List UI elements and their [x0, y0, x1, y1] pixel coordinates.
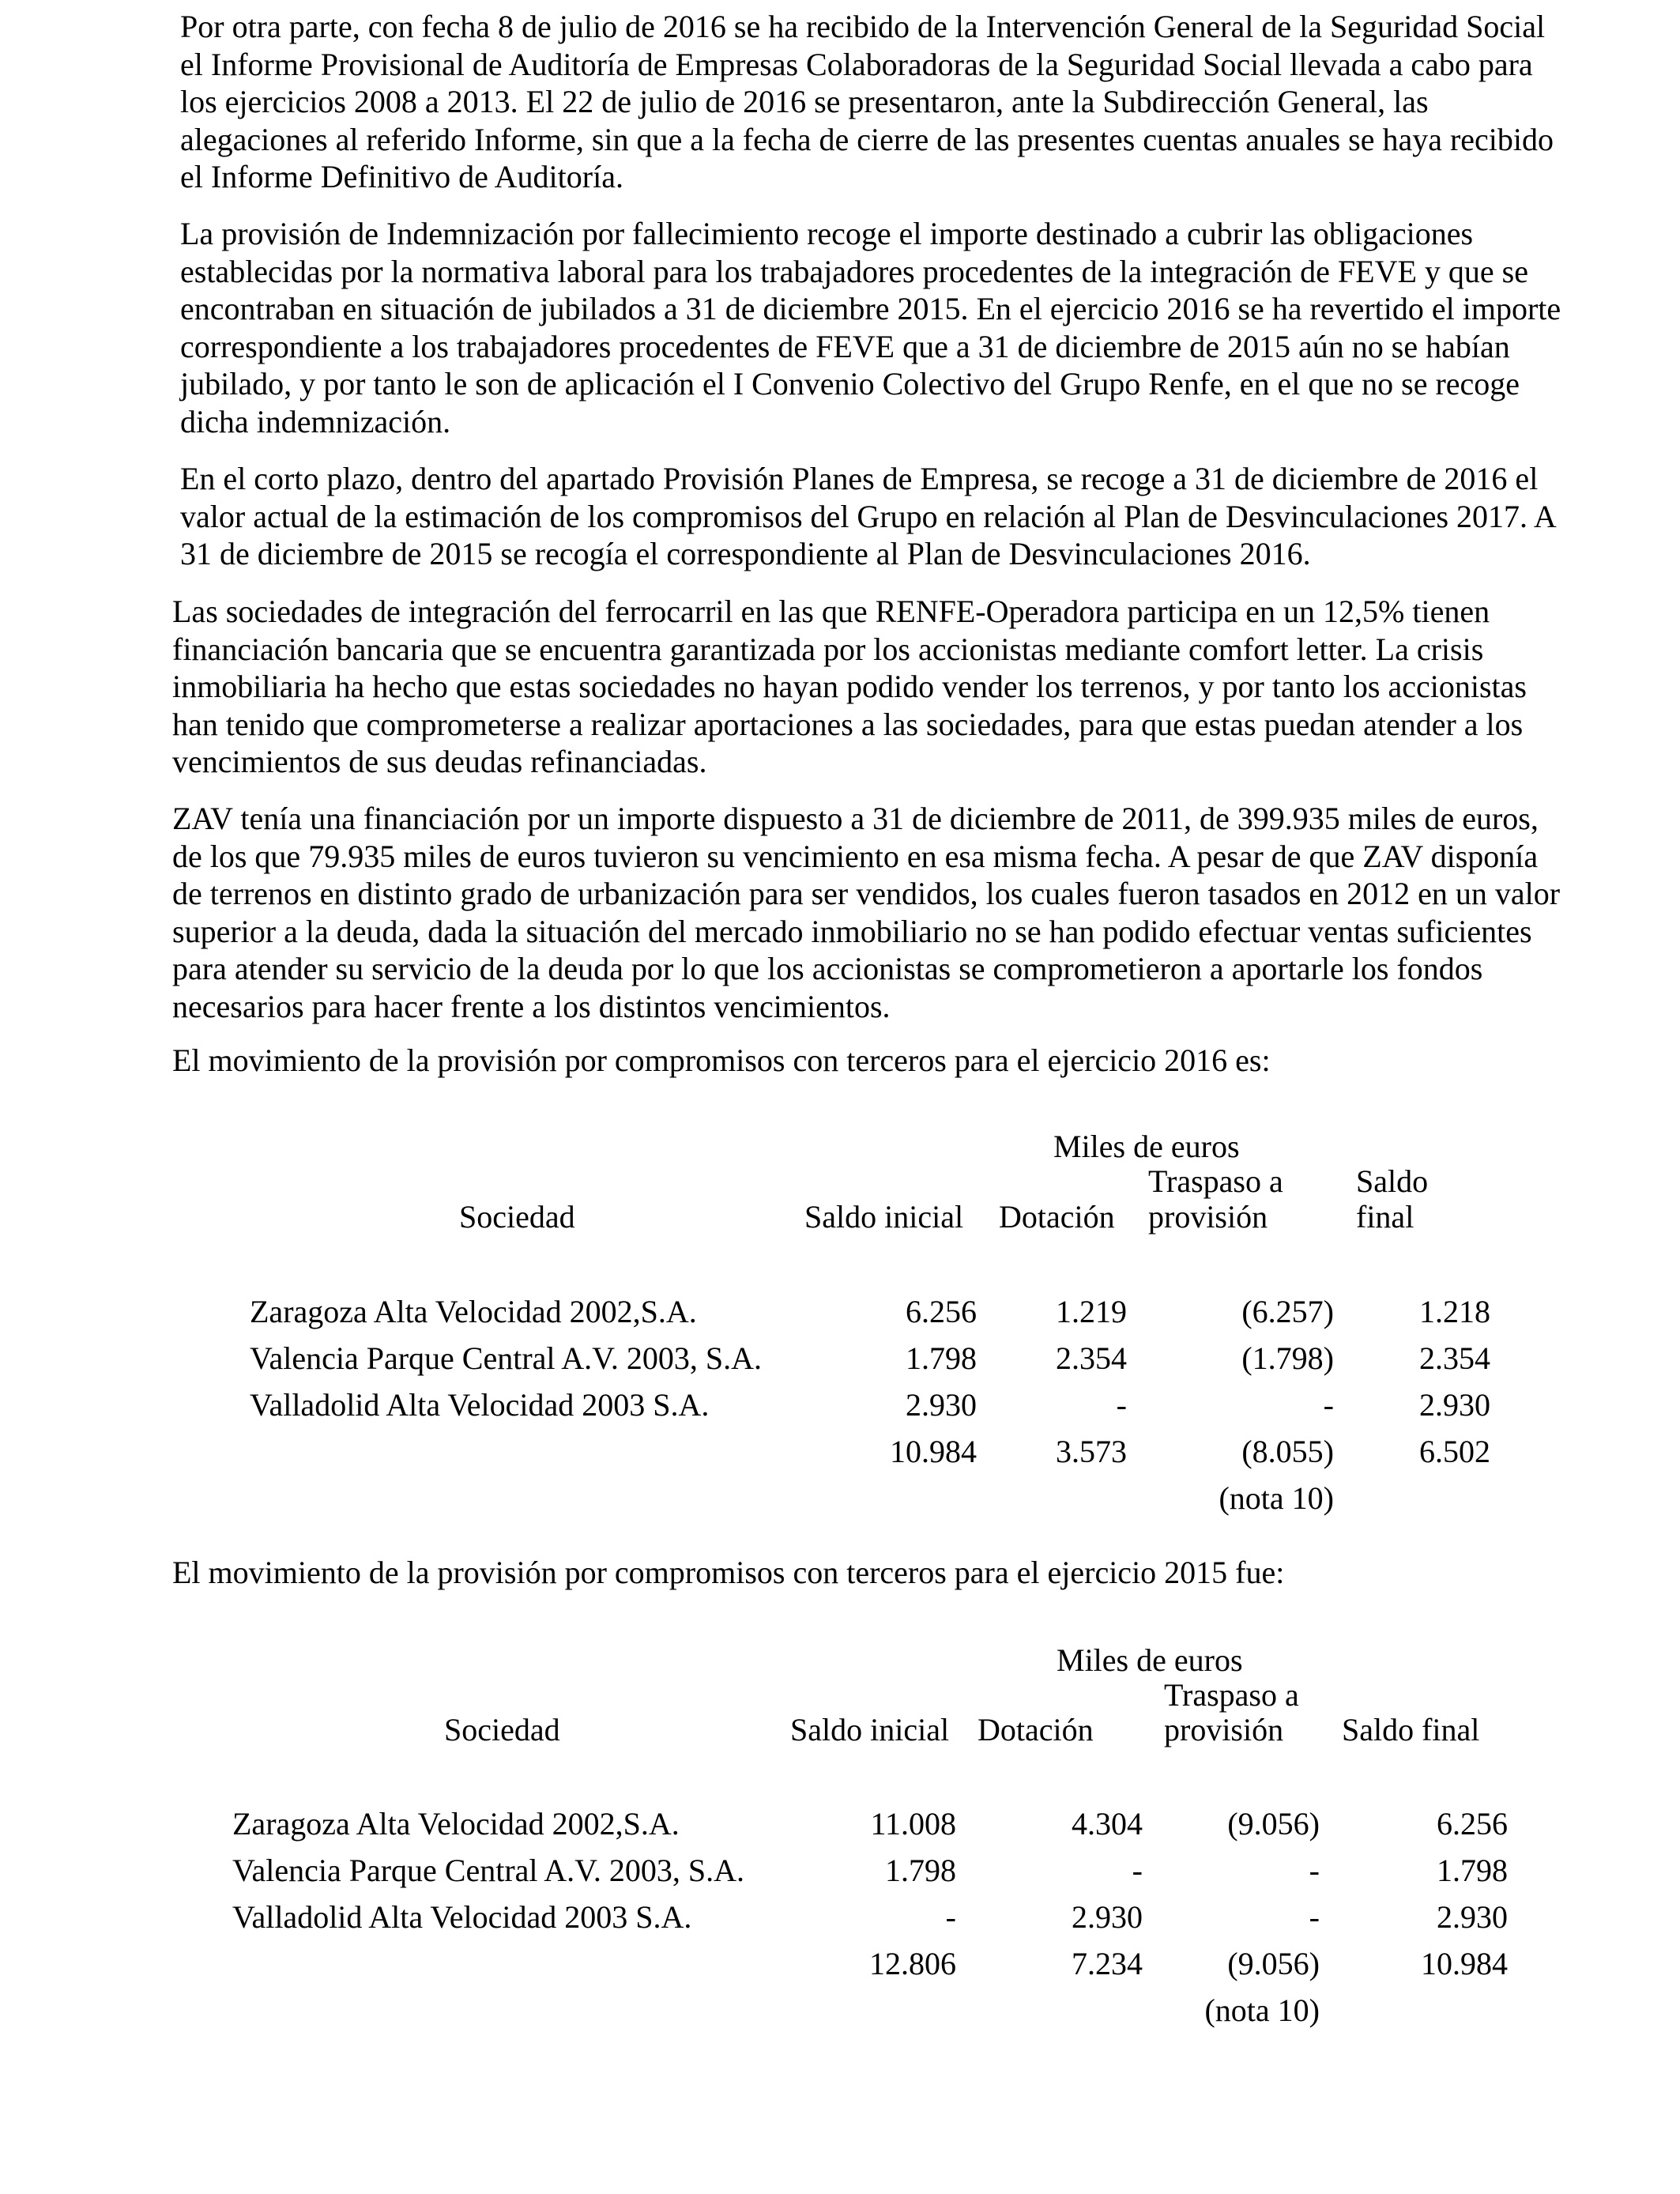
table-2015-total-saldo-inicial: 12.806	[869, 1946, 956, 1981]
paragraph-planes-empresa: En el corto plazo, dentro del apartado Provisión Planes de Empresa, se recoge a 31 de diciembre de 2016 el valor actual de la estimación de los compromisos del Grupo en relación al Plan de Desvinculaciones 2017. A 31 de diciembre de 2015 se recogía el correspondiente al Plan de Desvinculaciones 2016.	[180, 461, 1555, 572]
table-2015-header-sociedad: Sociedad	[444, 1712, 560, 1747]
table-2016-row-sociedad: Valladolid Alta Velocidad 2003 S.A.	[250, 1387, 710, 1423]
table-2015-row-saldo-final: 2.930	[1437, 1899, 1508, 1935]
table-2015-row-dotacion: -	[1132, 1853, 1143, 1888]
table-2016-row-saldo-final: 1.218	[1419, 1294, 1490, 1329]
table-2015-row-dotacion: 4.304	[1072, 1806, 1143, 1842]
table-2016-row-traspaso: (6.257)	[1241, 1294, 1334, 1329]
table-2015-row-saldo-inicial: 11.008	[870, 1806, 956, 1842]
table-2015-total-dotacion: 7.234	[1072, 1946, 1143, 1981]
table-2016-row-dotacion: 2.354	[1056, 1340, 1127, 1376]
table-2016-header-sociedad: Sociedad	[459, 1199, 575, 1235]
table-2016-total-dotacion: 3.573	[1056, 1434, 1127, 1469]
table-2016-total-saldo-final: 6.502	[1419, 1434, 1490, 1469]
table-2016-row-saldo-inicial: 1.798	[906, 1340, 977, 1376]
table-2015-row-saldo-final: 6.256	[1437, 1806, 1508, 1842]
table-2015-row-saldo-inicial: 1.798	[885, 1853, 956, 1888]
paragraph-zav: ZAV tenía una financiación por un importe dispuesto a 31 de diciembre de 2011, de 399.935 miles de euros, de los que 79.935 miles de euros tuvieron su vencimiento en esa misma fecha. A pesar de que ZAV disponía de terrenos en distinto grado de urbanización para ser vendidos, los cuales fueron tasados en 2012 en un valor superior a la deuda, dada la situación del mercado inmobiliario no se han podido efectuar ventas suficientes para atender su servicio de la deuda por lo que los accionistas se comprometieron a aportarle los fondos necesarios para hacer frente a los distintos vencimientos.	[172, 801, 1561, 1024]
table-2016-row-sociedad: Valencia Parque Central A.V. 2003, S.A.	[250, 1340, 763, 1376]
table-2015-note: (nota 10)	[1204, 1992, 1320, 2028]
paragraph-sociedades-integracion: Las sociedades de integración del ferrocarril en las que RENFE-Operadora participa en un 12,5% tienen financiación bancaria que se encuentra garantizada por los accionistas mediante comfort letter. La crisis inmobiliaria ha hecho que estas sociedades no hayan podido vender los terrenos, y por tanto los accionistas han tenido que comprometerse a realizar aportaciones a las sociedades, para que estas puedan atender a los vencimientos de sus deudas refinanciadas.	[172, 594, 1527, 780]
table-2016-row-traspaso: (1.798)	[1241, 1340, 1334, 1376]
table-2016-units: Miles de euros	[1053, 1129, 1240, 1164]
table-2015-header-traspaso: Traspaso a	[1164, 1677, 1299, 1713]
table-2016-intro: El movimiento de la provisión por compromisos con terceros para el ejercicio 2016 es:	[172, 1042, 1271, 1078]
table-2016-row-saldo-inicial: 6.256	[906, 1294, 977, 1329]
table-2015-header-saldo-inicial: Saldo inicial	[790, 1712, 950, 1747]
table-2016-row-saldo-final: 2.930	[1419, 1387, 1490, 1423]
table-2015-header-saldo-final: Saldo final	[1342, 1712, 1480, 1747]
table-2015-row-traspaso: -	[1309, 1853, 1320, 1888]
table-2016-row-dotacion: -	[1116, 1387, 1127, 1423]
table-2015-row-traspaso: -	[1309, 1899, 1320, 1935]
table-2016-header-dotacion: Dotación	[999, 1199, 1115, 1235]
table-2016-header-saldo-final: final	[1356, 1199, 1414, 1235]
table-2015-header-dotacion: Dotación	[977, 1712, 1094, 1747]
table-2016-total-saldo-inicial: 10.984	[890, 1434, 977, 1469]
table-2016-row-saldo-inicial: 2.930	[906, 1387, 977, 1423]
table-2015-total-traspaso: (9.056)	[1227, 1946, 1320, 1981]
table-2015-header-traspaso: provisión	[1164, 1712, 1284, 1747]
table-2016-header-saldo-inicial: Saldo inicial	[804, 1199, 964, 1235]
table-2016-header-saldo-final: Saldo	[1356, 1163, 1429, 1199]
table-2016-total-traspaso: (8.055)	[1241, 1434, 1334, 1469]
table-2016-note: (nota 10)	[1219, 1480, 1334, 1516]
table-2015-row-sociedad: Valencia Parque Central A.V. 2003, S.A.	[232, 1853, 745, 1888]
table-2015-row-sociedad: Valladolid Alta Velocidad 2003 S.A.	[232, 1899, 692, 1935]
table-2015-row-traspaso: (9.056)	[1227, 1806, 1320, 1842]
paragraph-indemnizacion: La provisión de Indemnización por fallecimiento recoge el importe destinado a cubrir las obligaciones establecidas por la normativa laboral para los trabajadores procedentes de la integración de FEVE y que se encontraban en situación de jubilados a 31 de diciembre 2015. En el ejercicio 2016 se ha revertido el importe correspondiente a los trabajadores procedentes de FEVE que a 31 de diciembre de 2015 aún no se habían jubilado, y por tanto le son de aplicación el I Convenio Colectivo del Grupo Renfe, en el que no se recoge dicha indemnización.	[180, 216, 1561, 439]
table-2015-intro: El movimiento de la provisión por compromisos con terceros para el ejercicio 2015 fue:	[172, 1555, 1285, 1590]
table-2016-row-dotacion: 1.219	[1056, 1294, 1127, 1329]
table-2016-row-saldo-final: 2.354	[1419, 1340, 1490, 1376]
table-2015-row-dotacion: 2.930	[1072, 1899, 1143, 1935]
table-2015-row-saldo-final: 1.798	[1437, 1853, 1508, 1888]
table-2015-units: Miles de euros	[1057, 1642, 1243, 1678]
table-2016-header-traspaso: Traspaso a	[1148, 1163, 1283, 1199]
table-2016-header-traspaso: provisión	[1148, 1199, 1268, 1235]
table-2015-row-saldo-inicial: -	[945, 1899, 956, 1935]
table-2016-row-sociedad: Zaragoza Alta Velocidad 2002,S.A.	[250, 1294, 697, 1329]
table-2015-total-saldo-final: 10.984	[1421, 1946, 1508, 1981]
table-2015-row-sociedad: Zaragoza Alta Velocidad 2002,S.A.	[232, 1806, 680, 1842]
paragraph-auditoria: Por otra parte, con fecha 8 de julio de 2016 se ha recibido de la Intervención General de la Seguridad Social el Informe Provisional de Auditoría de Empresas Colaboradoras de la Seguridad Social llevada a cabo para los ejercicios 2008 a 2013. El 22 de julio de 2016 se presentaron, ante la Subdirección General, las alegaciones al referido Informe, sin que a la fecha de cierre de las presentes cuentas anuales se haya recibido el Informe Definitivo de Auditoría.	[180, 9, 1554, 195]
table-2016-row-traspaso: -	[1323, 1387, 1334, 1423]
